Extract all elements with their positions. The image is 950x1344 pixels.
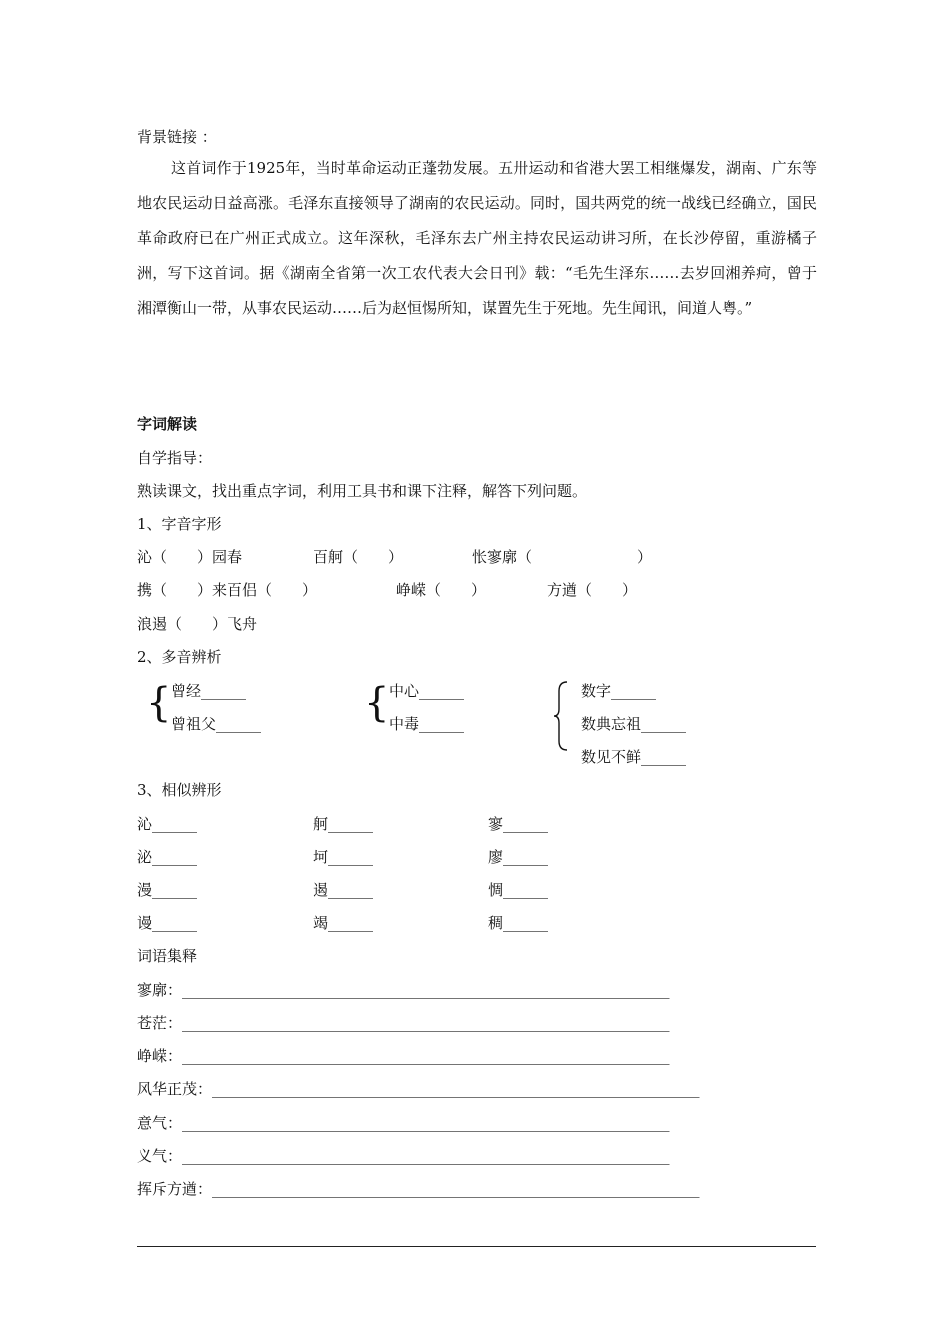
q2-item: 中毒______ (389, 715, 465, 733)
q3-item: 沁______ (137, 815, 198, 833)
vocab-item: 风华正茂：_________________________________________________________________ (137, 1080, 700, 1098)
q2-item: 数字______ (581, 682, 657, 700)
q1-item: 沁（ ）园春 (137, 548, 243, 566)
q3-item: 廖______ (488, 848, 549, 866)
q1-item: 方遒（ ） (547, 581, 638, 599)
footer-divider (137, 1246, 816, 1247)
q2-title: 2、多音辨析 (137, 648, 222, 666)
brace-icon: { (364, 680, 390, 726)
q3-item: 遏______ (313, 881, 374, 899)
q2-item: 数见不鲜______ (581, 748, 687, 766)
q3-item: 漫______ (137, 881, 198, 899)
q3-item: 谩______ (137, 914, 198, 932)
vocab-item: 苍茫：_________________________________________________________________ (137, 1014, 670, 1032)
background-paragraph: 这首词作于1925年，当时革命运动正蓬勃发展。五卅运动和省港大罢工相继爆发，湖南、广东等地农民运动日益高涨。毛泽东直接领导了湖南的农民运动。同时，国共两党的统一战线已经确立，国民革命政府已在广州正式成立。这年深秋，毛泽东去广州主持农民运动讲习所，在长沙停留，重游橘子洲，写下这首词。据《湖南全省第一次工农代表大会日刊》载：“毛先生泽东……去岁回湘养疴，曾于湘潭衡山一带，从事农民运动……后为赵恒惕所知，谋置先生于死地。先生闻讯，间道人粤。” (137, 159, 817, 317)
vocab-item: 意气：_________________________________________________________________ (137, 1114, 670, 1132)
q3-item: 坷______ (313, 848, 374, 866)
q3-item: 惆______ (488, 881, 549, 899)
q1-item: 浪遏（ ）飞舟 (137, 615, 258, 633)
vocab-item: 寥廓：_________________________________________________________________ (137, 981, 670, 999)
q1-title: 1、字音字形 (137, 515, 222, 533)
q3-item: 竭______ (313, 914, 374, 932)
q3-item: 寥______ (488, 815, 549, 833)
section-title: 字词解读 (137, 415, 198, 433)
vocab-item: 挥斥方遒：_________________________________________________________________ (137, 1180, 700, 1198)
background-heading: 背景链接 ： (137, 128, 217, 146)
vocab-title: 词语集释 (137, 947, 198, 965)
instruction-text: 熟读课文，找出重点字词，利用工具书和课下注释，解答下列问题。 (137, 482, 588, 500)
q2-item: 数典忘祖______ (581, 715, 687, 733)
q1-item: 峥嵘（ ） (396, 581, 487, 599)
brace-icon (553, 681, 569, 751)
guide-label: 自学指导： (137, 449, 213, 467)
q3-item: 泌______ (137, 848, 198, 866)
q2-item: 曾祖父______ (171, 715, 262, 733)
brace-icon: { (146, 680, 172, 726)
q1-item: 百舸（ ） (313, 548, 404, 566)
q1-item: 携（ ）来百侣（ ） (137, 581, 318, 599)
vocab-item: 义气：_________________________________________________________________ (137, 1147, 670, 1165)
q3-item: 稠______ (488, 914, 549, 932)
vocab-item: 峥嵘：_________________________________________________________________ (137, 1047, 670, 1065)
q2-item: 曾经______ (171, 682, 247, 700)
q3-item: 舸______ (313, 815, 374, 833)
q2-item: 中心______ (389, 682, 465, 700)
q1-item: 怅寥廓（ ） (472, 548, 653, 566)
q3-title: 3、相似辨形 (137, 781, 222, 799)
